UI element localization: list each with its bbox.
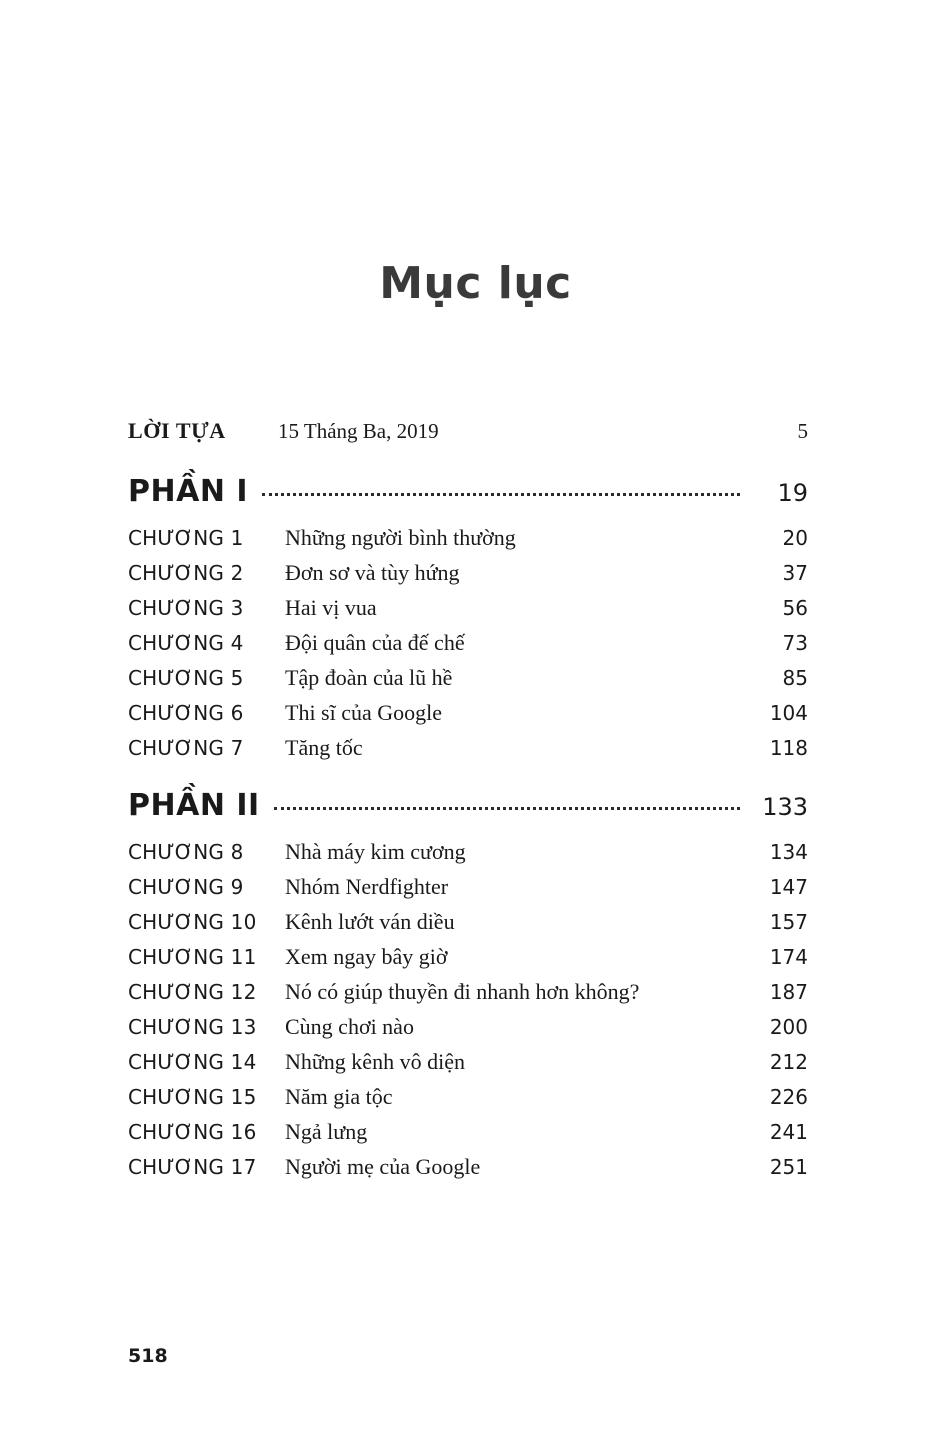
chapter-number: CHƯƠNG 14 (128, 1050, 257, 1074)
chapter-title: Đơn sơ và tùy hứng (285, 560, 460, 585)
chapter-page-number: 85 (782, 666, 808, 690)
chapter-number: CHƯƠNG 12 (128, 980, 257, 1004)
chapter-number: CHƯƠNG 11 (128, 945, 257, 969)
chapter-page-number: 241 (769, 1120, 808, 1144)
list-item (128, 909, 808, 944)
chapter-list-part-2 (128, 839, 808, 1189)
list-item (128, 944, 808, 979)
chapter-title: Những kênh vô diện (285, 1049, 465, 1074)
chapter-page-number: 104 (769, 701, 808, 725)
chapter-title: Nó có giúp thuyền đi nhanh hơn không? (285, 979, 640, 1004)
chapter-page-number: 251 (769, 1155, 808, 1179)
chapter-title: Hai vị vua (285, 595, 377, 620)
chapter-page-number: 118 (769, 736, 808, 760)
chapter-number: CHƯƠNG 16 (128, 1120, 257, 1144)
chapter-list-part-1 (128, 525, 808, 770)
list-item (128, 560, 808, 595)
chapter-title: Những người bình thường (285, 525, 516, 550)
preface-date: 15 Tháng Ba, 2019 (278, 419, 439, 443)
list-item (128, 1084, 808, 1119)
chapter-page-number: 187 (769, 980, 808, 1004)
chapter-page-number: 226 (769, 1085, 808, 1109)
chapter-number: CHƯƠNG 17 (128, 1155, 257, 1179)
list-item (128, 1014, 808, 1049)
chapter-number: CHƯƠNG 15 (128, 1085, 257, 1109)
toc-entry-preface (128, 418, 808, 444)
part-heading-2 (128, 788, 808, 823)
chapter-number: CHƯƠNG 7 (128, 736, 244, 760)
part-name: PHẦN II (128, 788, 260, 823)
list-item (128, 630, 808, 665)
chapter-page-number: 147 (769, 875, 808, 899)
leader-dots (274, 807, 740, 810)
part-name: PHẦN I (128, 474, 249, 509)
chapter-page-number: 56 (782, 596, 808, 620)
chapter-number: CHƯƠNG 13 (128, 1015, 257, 1039)
chapter-page-number: 212 (769, 1050, 808, 1074)
chapter-number: CHƯƠNG 3 (128, 596, 244, 620)
page-title: Mục lục (379, 258, 572, 309)
chapter-number: CHƯƠNG 5 (128, 666, 244, 690)
chapter-page-number: 174 (769, 945, 808, 969)
list-item (128, 525, 808, 560)
chapter-number: CHƯƠNG 4 (128, 631, 244, 655)
list-item (128, 1154, 808, 1189)
part-page-number: 19 (777, 479, 808, 507)
chapter-number: CHƯƠNG 2 (128, 561, 244, 585)
chapter-number: CHƯƠNG 6 (128, 701, 244, 725)
chapter-title: Xem ngay bây giờ (285, 944, 448, 969)
part-page-number: 133 (762, 793, 808, 821)
chapter-title: Năm gia tộc (285, 1084, 393, 1109)
chapter-number: CHƯƠNG 10 (128, 910, 257, 934)
chapter-page-number: 73 (782, 631, 808, 655)
preface-page-number: 5 (797, 419, 808, 443)
list-item (128, 839, 808, 874)
chapter-title: Cùng chơi nào (285, 1014, 414, 1039)
leader-dots (262, 493, 740, 496)
chapter-page-number: 134 (769, 840, 808, 864)
chapter-title: Đội quân của đế chế (285, 630, 465, 655)
list-item (128, 735, 808, 770)
chapter-title: Thi sĩ của Google (285, 700, 443, 725)
list-item (128, 665, 808, 700)
chapter-number: CHƯƠNG 1 (128, 526, 244, 550)
list-item (128, 700, 808, 735)
chapter-title: Người mẹ của Google (285, 1154, 481, 1179)
chapter-title: Ngả lưng (285, 1119, 368, 1144)
part-heading-1 (128, 474, 808, 509)
chapter-page-number: 157 (769, 910, 808, 934)
chapter-page-number: 20 (782, 526, 808, 550)
chapter-number: CHƯƠNG 9 (128, 875, 244, 899)
folio-page-number: 518 (128, 1345, 168, 1367)
list-item (128, 979, 808, 1014)
chapter-title: Nhà máy kim cương (285, 839, 466, 864)
chapter-number: CHƯƠNG 8 (128, 840, 244, 864)
chapter-title: Nhóm Nerdfighter (285, 874, 449, 899)
list-item (128, 874, 808, 909)
chapter-page-number: 200 (769, 1015, 808, 1039)
table-of-contents (128, 418, 808, 1189)
chapter-title: Tăng tốc (285, 735, 363, 760)
chapter-page-number: 37 (782, 561, 808, 585)
list-item (128, 595, 808, 630)
preface-label: LỜI TỰA (128, 418, 226, 443)
list-item (128, 1049, 808, 1084)
chapter-title: Kênh lướt ván diều (285, 909, 455, 934)
list-item (128, 1119, 808, 1154)
chapter-title: Tập đoàn của lũ hề (285, 665, 453, 690)
